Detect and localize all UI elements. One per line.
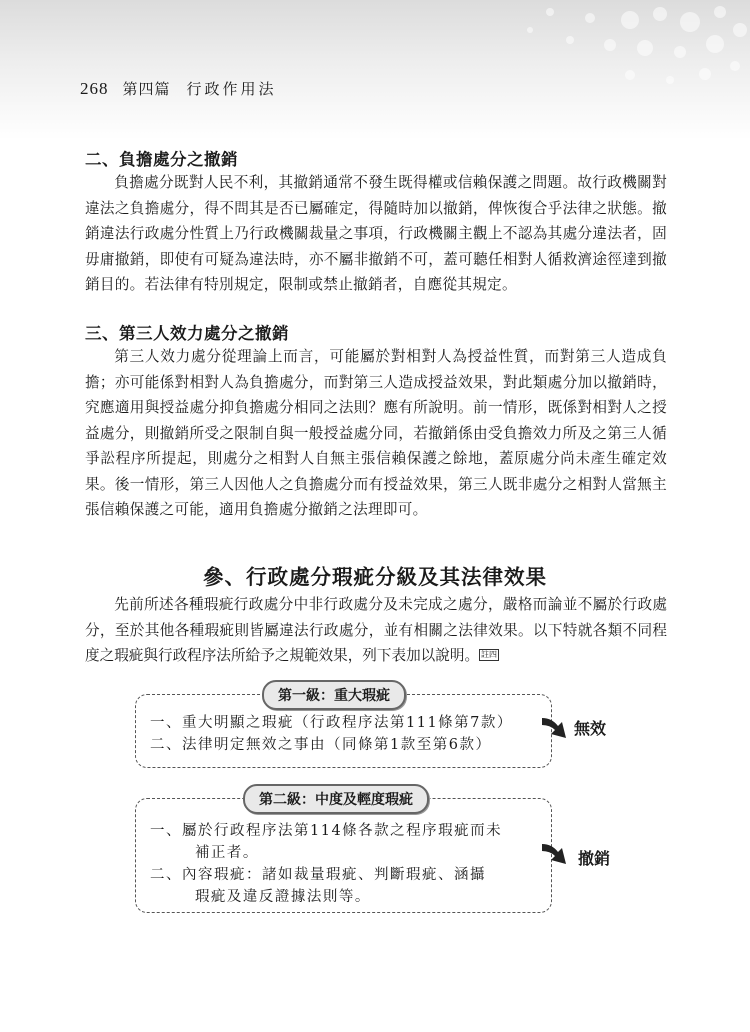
level1-item-2: 二、法律明定無效之事由（同條第1款至第6款） <box>150 737 492 753</box>
level2-item-2-line-2: 瑕疵及違反證據法則等。 <box>194 889 371 905</box>
running-head <box>80 78 277 99</box>
header-background <box>0 0 750 140</box>
header-dot-pattern <box>330 0 750 140</box>
section-heading-2: 二、負擔處分之撤銷 <box>85 150 238 169</box>
level1-items <box>150 712 513 756</box>
footnote-mark: 註四 <box>481 650 498 659</box>
level1-item-1: 一、重大明顯之瑕疵（行政程序法第111條第7款） <box>150 715 513 731</box>
level2-item-2-line-1: 二、內容瑕疵：諸如裁量瑕疵、判斷瑕疵、涵攝 <box>150 867 486 883</box>
level2-item-1-line-1: 一、屬於行政程序法第114條各款之程序瑕疵而未 <box>150 823 503 839</box>
level1-result: 無效 <box>574 719 607 738</box>
intro-text: 先前所述各種瑕疵行政處分中非行政處分及未完成之處分，嚴格而論並不屬於行政處分，至於其他各種瑕疵則皆屬違法行政處分，並有相關之法律效果。以下特就各類不同程度之瑕疵與行政程序法所給予之規範效果，列下表加以說明。 <box>85 596 667 664</box>
level2-item-1-line-2: 補正者。 <box>194 845 259 861</box>
chapter-label: 行政作用法 <box>186 80 277 98</box>
level1-label: 第一級：重大瑕疵 <box>262 680 406 710</box>
section-body-3: 第三人效力處分從理論上而言，可能屬於對相對人為授益性質，而對第三人造成負擔；亦可能係對相對人為負擔處分，而對第三人造成授益效果，對此類處分加以撤銷時，究應適用與授益處分抑負擔處分相同之法則？應有所說明。前一情形，既係對相對人之授益處分，則撤銷所受之限制自與一般授益處分同，若撤銷係由受負擔效力所及之第三人循爭訟程序所提起，則處分之相對人自無主張信賴保護之餘地，蓋原處分尚未產生確定效果。後一情形，第三人因他人之負擔處分而有授益效果，第三人既非處分之相對人當無主張信賴保護之可能，適用負擔處分撤銷之法理即可。 <box>85 348 667 518</box>
chapter-main-title: 參、行政處分瑕疵分級及其法律效果 <box>203 565 547 589</box>
level2-result: 撤銷 <box>578 849 611 868</box>
level2-items <box>150 820 502 908</box>
level1-arrow-icon <box>540 712 576 746</box>
level2-label: 第二級：中度及輕度瑕疵 <box>243 784 429 814</box>
page-number: 268 <box>80 79 109 98</box>
part-label: 第四篇 <box>122 80 171 98</box>
section-heading-3: 三、第三人效力處分之撤銷 <box>85 324 289 343</box>
intro-paragraph <box>85 592 667 669</box>
section-body-2: 負擔處分既對人民不利，其撤銷通常不發生既得權或信賴保護之問題。故行政機關對違法之負擔處分，得不問其是否已屬確定，得隨時加以撤銷，俾恢復合乎法律之狀態。撤銷違法行政處分性質上乃行政機關裁量之事項，行政機關主觀上不認為其處分違法者，固毋庸撤銷，即使有可疑為違法時，亦不屬非撤銷不可，蓋可聽任相對人循救濟途徑達到撤銷目的。若法律有特別規定，限制或禁止撤銷者，自應從其規定。 <box>85 174 667 293</box>
level2-arrow-icon <box>540 838 576 872</box>
